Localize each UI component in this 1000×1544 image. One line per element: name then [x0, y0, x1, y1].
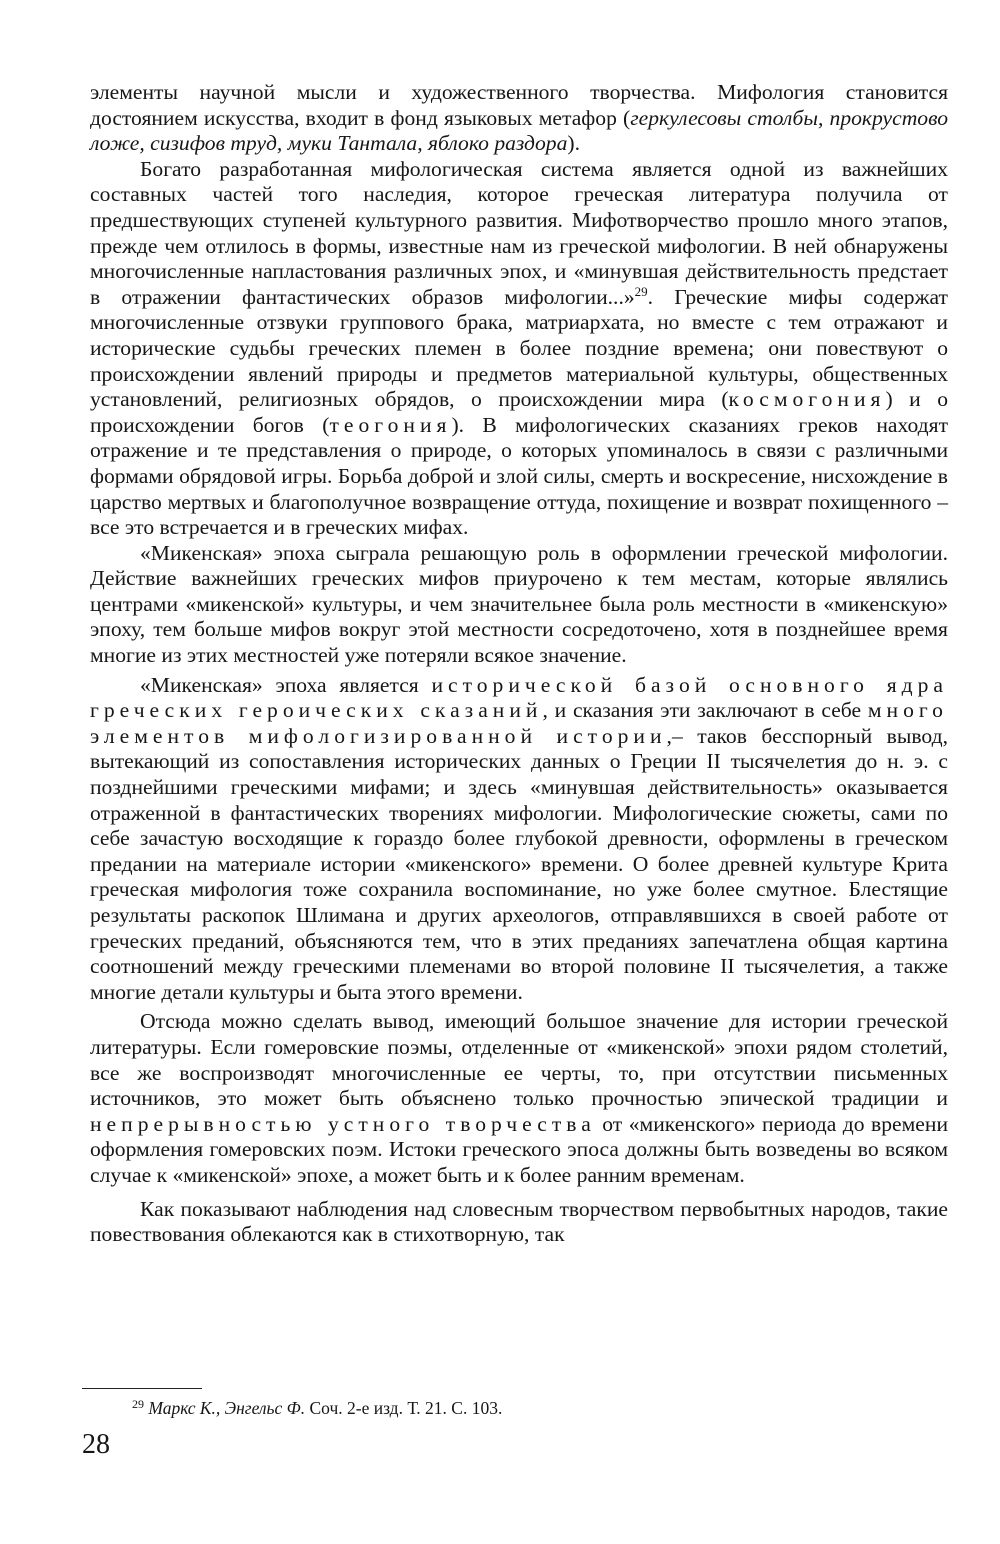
footnote-number: 29 [132, 1397, 144, 1411]
italic-examples: геркулесовы столбы, прокрустово ложе, сизифов труд, муки Тантала, яблоко раздора [90, 105, 948, 156]
spaced-term: космогония [728, 387, 886, 412]
paragraph-2 [90, 157, 948, 541]
text-run: «Микенская» эпоха сыграла решающую роль в оформлении греческой мифологии. Действие важнейших греческих мифов приурочено к тем местам, которые являлись центрами «микенской» культуры, и чем значительнее была роль местности в «микенскую» эпоху, тем больше мифов вокруг этой местности сосредоточено, хотя в позднейшее время многие из этих местностей уже потеряли всякое значение. [90, 540, 948, 668]
paragraph-4 [90, 673, 948, 1006]
text-run: элементы научной мысли и художественного творчества. Мифология становится достоянием искусства, входит в фонд языковых метафор ( [90, 80, 948, 130]
footnote-authors: Маркс К., Энгельс Ф. [148, 1398, 306, 1418]
text-run: ,– таков бесспорный вывод, вытекающий из сопоставления исторических данных о Греции II тысячелетия до н. э. с позднейшими греческими мифами; и здесь «минувшая действительность» оказывается отраженной в фантастических творениях мифологии. Мифологические сюжеты, сами по себе зачастую восходящие к гораздо более глубокой древности, оформлены в греческом предании на материале истории «микенского» времени. О более древней культуре Крита греческая мифология тоже сохранила воспоминание, но уже более смутное. Блестящие результаты раскопок Шлимана и других археологов, отправлявшихся в своей работе от греческих преданий, объясняются тем, что в этих преданиях запечатлена общая картина соотношений между греческими племенами во второй половине II тысячелетия, а также многие детали культуры и быта этого времени. [90, 723, 948, 1004]
text-run: Как показывают наблюдения над словесным творчеством первобытных народов, такие повествования облекаются как в стихотворную, так [90, 1196, 948, 1247]
footnote-ref[interactable]: 29 [634, 283, 648, 299]
text-run: ). [567, 131, 580, 156]
main-text [90, 80, 948, 1248]
text-run: от «микенского» периода до времени оформления гомеровских поэм. Истоки греческого эпоса должны быть возведены во всяком случае к «микенской» эпохе, а может быть и к более ранним временам. [90, 1111, 949, 1187]
text-run: Богато разработанная мифологическая система является одной из важнейших составных частей того наследия, которое греческая литература получила от предшествующих ступеней культурного развития. Мифотворчество прошло много этапов, прежде чем отлилось в формы, известные нам из греческой мифологии. В ней обнаружены многочисленные напластования различных эпох, и «минувшая действительность предстает в отражении фантастических образов мифологии...» [90, 156, 948, 309]
text-run: . Греческие мифы содержат многочисленные отзвуки группового брака, матриархата, но вместе с тем отражают и исторические судьбы греческих племен в более поздние времена; они повествуют о происхождении явлений природы и предметов материальной культуры, общественных установлений, религиозных обрядов, о происхождении мира ( [90, 284, 948, 412]
footnote-divider [82, 1388, 202, 1389]
text-run: ) и о происхождении богов ( [90, 387, 948, 437]
spaced-term: теогония [329, 412, 452, 437]
paragraph-1 [90, 80, 948, 157]
footnote [132, 1397, 932, 1419]
spaced-phrase: непрерывностью устного творчества [90, 1111, 596, 1136]
page-number: 28 [82, 1429, 110, 1460]
paragraph-3 [90, 541, 948, 669]
spaced-phrase: исторической базой основного ядра греческих героических сказаний [90, 672, 949, 723]
footnote-citation: Соч. 2-е изд. Т. 21. С. 103. [305, 1398, 503, 1418]
spaced-phrase: много элементов мифологизированной истории [90, 698, 948, 748]
paragraph-5 [90, 1009, 948, 1188]
text-run: Отсюда можно сделать вывод, имеющий большое значение для истории греческой литературы. Если гомеровские поэмы, отделенные от «микенской» эпохи рядом столетий, все же воспроизводят многочисленные ее черты, то, при отсутствии письменных источников, это может быть объяснено только прочностью эпической традиции и [90, 1009, 948, 1111]
paragraph-6 [90, 1197, 948, 1248]
text-run: ). В мифологических сказаниях греков находят отражение и те представления о природе, о которых упоминалось в связи с различными формами обрядовой игры. Борьба доброй и злой силы, смерть и воскресение, нисхождение в царство мертвых и благополучное возвращение оттуда, похищение и возврат похищенного – все это встречается и в греческих мифах. [90, 412, 949, 540]
text-run: «Микенская» эпоха является [140, 672, 432, 697]
text-run: , и сказания эти заключают в себе [542, 698, 868, 723]
